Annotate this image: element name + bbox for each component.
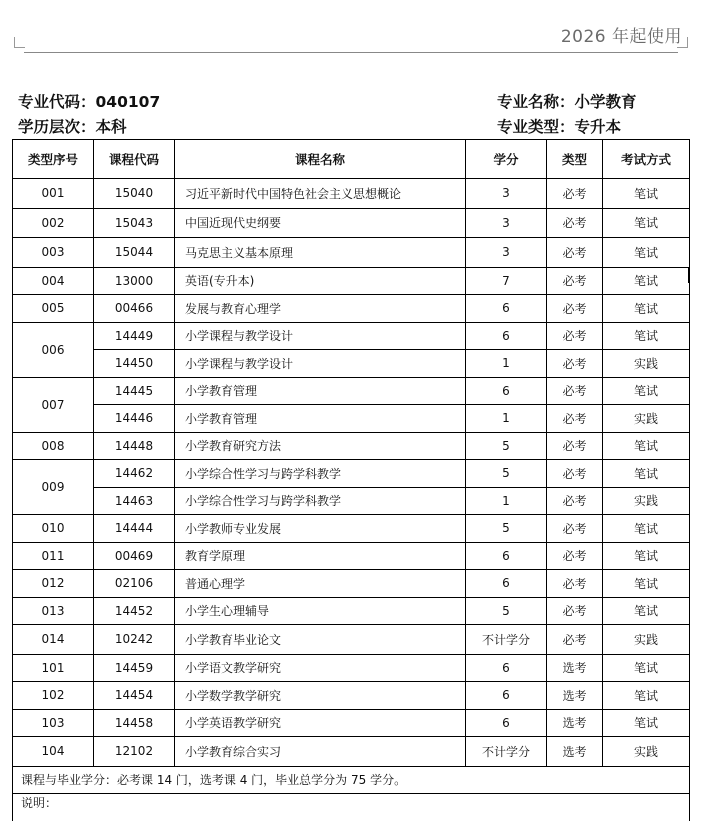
- cell-credit: 6: [466, 295, 547, 323]
- cell-exam: 笔试: [603, 295, 690, 323]
- header-name: 课程名称: [175, 140, 466, 179]
- cell-seq: 103: [13, 709, 94, 737]
- cell-kind: 必考: [547, 515, 603, 543]
- cell-name: 小学课程与教学设计: [175, 350, 466, 378]
- cell-exam: 笔试: [603, 570, 690, 598]
- cell-kind: 必考: [547, 432, 603, 460]
- cell-seq: 104: [13, 737, 94, 767]
- cell-credit: 6: [466, 542, 547, 570]
- table-row: [13, 654, 690, 682]
- cell-credit: 6: [466, 377, 547, 405]
- cell-kind: 选考: [547, 737, 603, 767]
- table-row: [13, 295, 690, 323]
- cell-exam: 笔试: [603, 460, 690, 488]
- cell-kind: 必考: [547, 542, 603, 570]
- table-row: [13, 542, 690, 570]
- cell-name: 小学教育研究方法: [175, 432, 466, 460]
- table-row: [13, 737, 690, 767]
- cell-exam: 实践: [603, 737, 690, 767]
- cell-name: 小学语文教学研究: [175, 654, 466, 682]
- course-table: [12, 139, 690, 821]
- cell-credit: 7: [466, 267, 547, 295]
- cell-kind: 必考: [547, 350, 603, 378]
- cell-credit: 6: [466, 322, 547, 350]
- cell-exam: 笔试: [603, 542, 690, 570]
- table-row: [13, 377, 690, 405]
- cell-seq: 014: [13, 625, 94, 655]
- header-year-note: 2026 年起使用: [560, 27, 682, 47]
- cell-name: 中国近现代史纲要: [175, 208, 466, 238]
- cell-code: 12102: [94, 737, 175, 767]
- cell-seq: 006: [13, 322, 94, 377]
- cell-code: 14448: [94, 432, 175, 460]
- cell-seq: 003: [13, 238, 94, 268]
- cell-code: 15040: [94, 179, 175, 209]
- cell-code: 02106: [94, 570, 175, 598]
- cell-kind: 必考: [547, 295, 603, 323]
- cell-seq: 007: [13, 377, 94, 432]
- cell-kind: 选考: [547, 709, 603, 737]
- cell-name: 英语(专升本): [175, 267, 466, 295]
- cell-kind: 必考: [547, 405, 603, 433]
- cell-credit: 5: [466, 597, 547, 625]
- cell-kind: 必考: [547, 267, 603, 295]
- cell-name: 小学生心理辅导: [175, 597, 466, 625]
- cell-credit: 不计学分: [466, 625, 547, 655]
- level-value: 本科: [95, 118, 127, 136]
- cell-name: 发展与教育心理学: [175, 295, 466, 323]
- cell-seq: 009: [13, 460, 94, 515]
- cell-seq: 002: [13, 208, 94, 238]
- cell-kind: 必考: [547, 179, 603, 209]
- cell-name: 小学课程与教学设计: [175, 322, 466, 350]
- cell-kind: 必考: [547, 487, 603, 515]
- cell-code: 14458: [94, 709, 175, 737]
- cell-seq: 013: [13, 597, 94, 625]
- cell-seq: 011: [13, 542, 94, 570]
- cell-seq: 010: [13, 515, 94, 543]
- table-row: [13, 208, 690, 238]
- table-row: [13, 682, 690, 710]
- credit-summary: 课程与毕业学分：必考课 14 门，选考课 4 门，毕业总学分为 75 学分。: [13, 766, 690, 794]
- cell-code: 15044: [94, 238, 175, 268]
- note-label: 说明：: [13, 794, 690, 821]
- cell-name: 习近平新时代中国特色社会主义思想概论: [175, 179, 466, 209]
- cell-credit: 1: [466, 350, 547, 378]
- cell-kind: 必考: [547, 570, 603, 598]
- major-type: [497, 115, 667, 137]
- cell-credit: 3: [466, 208, 547, 238]
- cell-seq: 012: [13, 570, 94, 598]
- cell-name: 小学教师专业发展: [175, 515, 466, 543]
- cell-seq: 102: [13, 682, 94, 710]
- header-code: 课程代码: [94, 140, 175, 179]
- cell-code: 14446: [94, 405, 175, 433]
- cell-code: 14452: [94, 597, 175, 625]
- summary-row: [13, 766, 690, 794]
- cell-credit: 3: [466, 238, 547, 268]
- cell-code: 14444: [94, 515, 175, 543]
- cell-kind: 必考: [547, 460, 603, 488]
- cell-exam: 实践: [603, 350, 690, 378]
- header-credit: 学分: [466, 140, 547, 179]
- cell-name: 小学教育毕业论文: [175, 625, 466, 655]
- cell-seq: 004: [13, 267, 94, 295]
- header-seq: 类型序号: [13, 140, 94, 179]
- cell-exam: 实践: [603, 625, 690, 655]
- cell-seq: 008: [13, 432, 94, 460]
- cell-exam: 笔试: [603, 515, 690, 543]
- cell-exam: 笔试: [603, 432, 690, 460]
- cell-credit: 1: [466, 405, 547, 433]
- table-row: [13, 432, 690, 460]
- table-row: [13, 709, 690, 737]
- cell-name: 小学综合性学习与跨学科教学: [175, 460, 466, 488]
- cell-code: 14450: [94, 350, 175, 378]
- cell-kind: 必考: [547, 208, 603, 238]
- major-name-label: 专业名称：: [497, 93, 575, 111]
- cell-kind: 必考: [547, 625, 603, 655]
- table-row: [13, 350, 690, 378]
- cell-exam: 笔试: [603, 682, 690, 710]
- cell-code: 14445: [94, 377, 175, 405]
- cell-code: 14462: [94, 460, 175, 488]
- cell-name: 小学数学教学研究: [175, 682, 466, 710]
- cell-credit: 5: [466, 432, 547, 460]
- cell-code: 10242: [94, 625, 175, 655]
- cell-name: 小学综合性学习与跨学科教学: [175, 487, 466, 515]
- cell-kind: 必考: [547, 322, 603, 350]
- major-code-label: 专业代码：: [18, 93, 96, 111]
- header-kind: 类型: [547, 140, 603, 179]
- cell-credit: 5: [466, 460, 547, 488]
- cell-exam: 笔试: [603, 377, 690, 405]
- cell-name: 马克思主义基本原理: [175, 238, 466, 268]
- cell-code: 14459: [94, 654, 175, 682]
- cell-exam: 笔试: [603, 267, 690, 295]
- cell-credit: 1: [466, 487, 547, 515]
- cell-name: 教育学原理: [175, 542, 466, 570]
- cell-code: 14449: [94, 322, 175, 350]
- header-exam: 考试方式: [603, 140, 690, 179]
- cell-credit: 6: [466, 682, 547, 710]
- cell-name: 普通心理学: [175, 570, 466, 598]
- cell-code: 00469: [94, 542, 175, 570]
- cell-code: 14463: [94, 487, 175, 515]
- cell-credit: 6: [466, 709, 547, 737]
- table-row: [13, 570, 690, 598]
- cell-name: 小学教育综合实习: [175, 737, 466, 767]
- cell-credit: 6: [466, 570, 547, 598]
- major-code: [18, 90, 160, 112]
- cell-name: 小学英语教学研究: [175, 709, 466, 737]
- meta-row-2: [18, 115, 667, 137]
- cell-credit: 3: [466, 179, 547, 209]
- cell-exam: 笔试: [603, 322, 690, 350]
- note-row: [13, 794, 690, 821]
- education-level: [18, 115, 127, 137]
- table-row: [13, 625, 690, 655]
- table-row: [13, 515, 690, 543]
- major-code-value: 040107: [95, 93, 161, 111]
- cell-seq: 005: [13, 295, 94, 323]
- cell-exam: 笔试: [603, 208, 690, 238]
- cell-code: 13000: [94, 267, 175, 295]
- table-row: [13, 405, 690, 433]
- major-name-value: 小学教育: [574, 93, 637, 111]
- cell-code: 14454: [94, 682, 175, 710]
- table-row: [13, 597, 690, 625]
- cell-code: 00466: [94, 295, 175, 323]
- cell-kind: 必考: [547, 238, 603, 268]
- type-value: 专升本: [574, 118, 622, 136]
- cell-kind: 必考: [547, 597, 603, 625]
- header-rule: [24, 52, 678, 53]
- cell-code: 15043: [94, 208, 175, 238]
- cell-seq: 001: [13, 179, 94, 209]
- cell-kind: 必考: [547, 377, 603, 405]
- cell-exam: 笔试: [603, 709, 690, 737]
- type-label: 专业类型：: [497, 118, 575, 136]
- level-label: 学历层次：: [18, 118, 96, 136]
- table-row: [13, 267, 690, 295]
- table-row: [13, 487, 690, 515]
- cell-exam: 实践: [603, 487, 690, 515]
- cell-seq: 101: [13, 654, 94, 682]
- major-name: [497, 90, 667, 112]
- cell-credit: 5: [466, 515, 547, 543]
- cell-kind: 选考: [547, 682, 603, 710]
- cell-credit: 不计学分: [466, 737, 547, 767]
- table-row: [13, 322, 690, 350]
- table-row: [13, 179, 690, 209]
- table-header-row: [13, 140, 690, 179]
- cell-name: 小学教育管理: [175, 377, 466, 405]
- cell-kind: 选考: [547, 654, 603, 682]
- table-row: [13, 460, 690, 488]
- cell-name: 小学教育管理: [175, 405, 466, 433]
- cell-exam: 笔试: [603, 238, 690, 268]
- cell-exam: 笔试: [603, 179, 690, 209]
- text-cursor: [688, 267, 690, 283]
- cell-exam: 实践: [603, 405, 690, 433]
- cell-exam: 笔试: [603, 597, 690, 625]
- cell-exam: 笔试: [603, 654, 690, 682]
- crop-mark-right: [677, 37, 688, 48]
- meta-row-1: [18, 90, 667, 112]
- cell-credit: 6: [466, 654, 547, 682]
- crop-mark-left: [14, 37, 25, 48]
- table-row: [13, 238, 690, 268]
